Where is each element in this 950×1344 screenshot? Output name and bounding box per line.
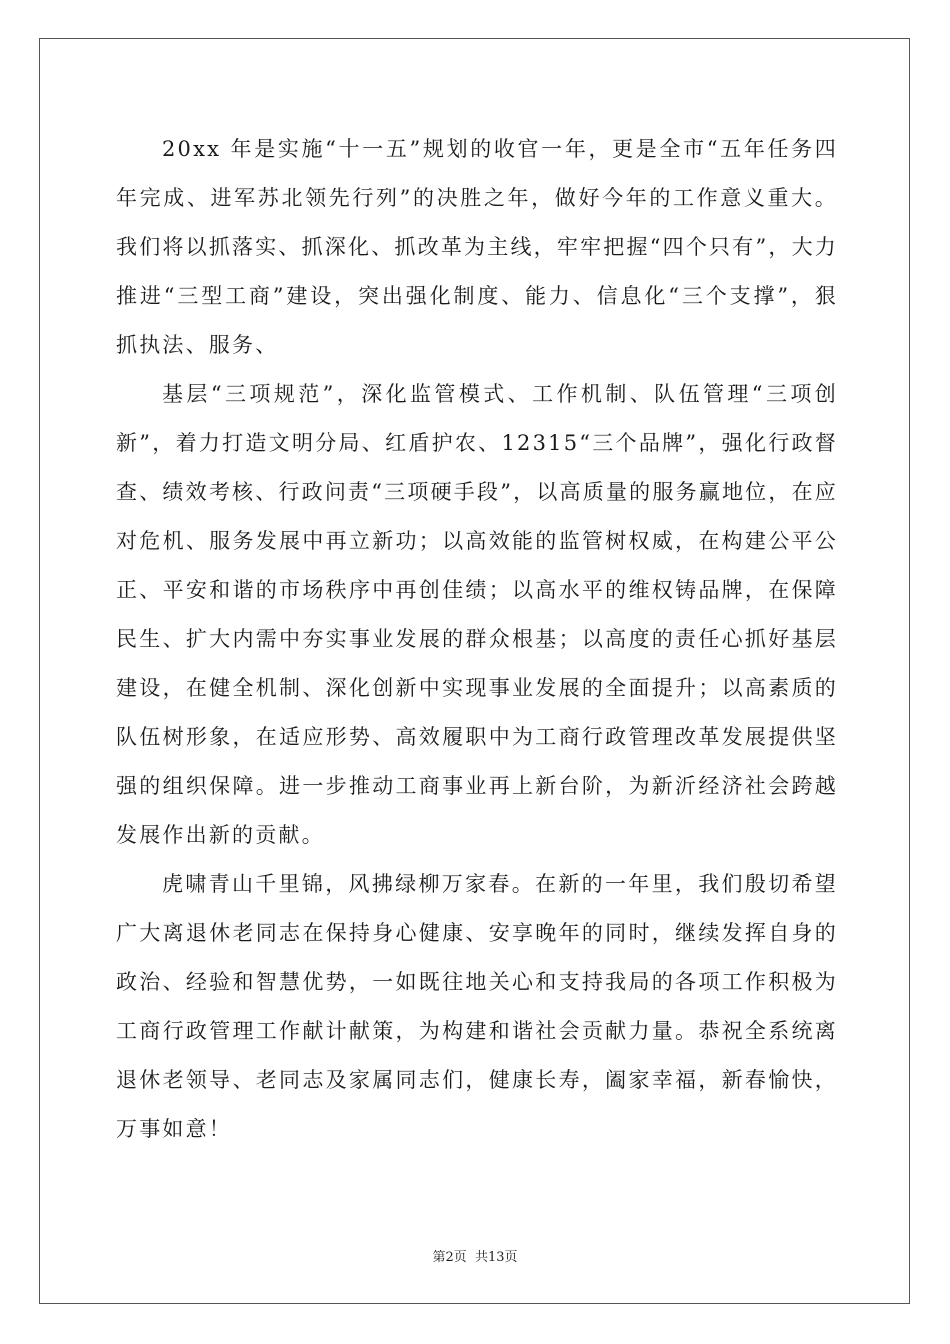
page-number: 第2页: [432, 1250, 467, 1265]
paragraph-3: 虎啸青山千里锦，风拂绿柳万家春。在新的一年里，我们殷切希望广大离退休老同志在保持身心健康、安享晚年的同时，继续发挥自身的政治、经验和智慧优势，一如既往地关心和支持我局的各项工作积极为工商行政管理工作献计献策，为构建和谐社会贡献力量。恭祝全系统离退休老领导、老同志及家属同志们，健康长寿，阖家幸福，新春愉快，万事如意！: [116, 872, 838, 1141]
document-body: [116, 125, 838, 1154]
page-footer: [0, 1246, 950, 1265]
paragraph-2: 基层“三项规范”，深化监管模式、工作机制、队伍管理“三项创新”，着力打造文明分局、红盾护农、12315“三个品牌”，强化行政督查、绩效考核、行政问责“三项硬手段”，以高质量的服务赢地位，在应对危机、服务发展中再立新功；以高效能的监管树权威，在构建公平公正、平安和谐的市场秩序中再创佳绩；以高水平的维权铸品牌，在保障民生、扩大内需中夯实事业发展的群众根基；以高度的责任心抓好基层建设，在健全机制、深化创新中实现事业发展的全面提升；以高素质的队伍树形象，在适应形势、高效履职中为工商行政管理改革发展提供坚强的组织保障。进一步推动工商事业再上新台阶，为新沂经济社会跨越发展作出新的贡献。: [116, 382, 838, 847]
paragraph-1: 20xx 年是实施“十一五”规划的收官一年，更是全市“五年任务四年完成、进军苏北领先行列”的决胜之年，做好今年的工作意义重大。我们将以抓落实、抓深化、抓改革为主线，牢牢把握“四个只有”，大力推进“三型工商”建设，突出强化制度、能力、信息化“三个支撑”，狠抓执法、服务、: [116, 137, 838, 357]
page-total: 共13页: [474, 1250, 518, 1265]
